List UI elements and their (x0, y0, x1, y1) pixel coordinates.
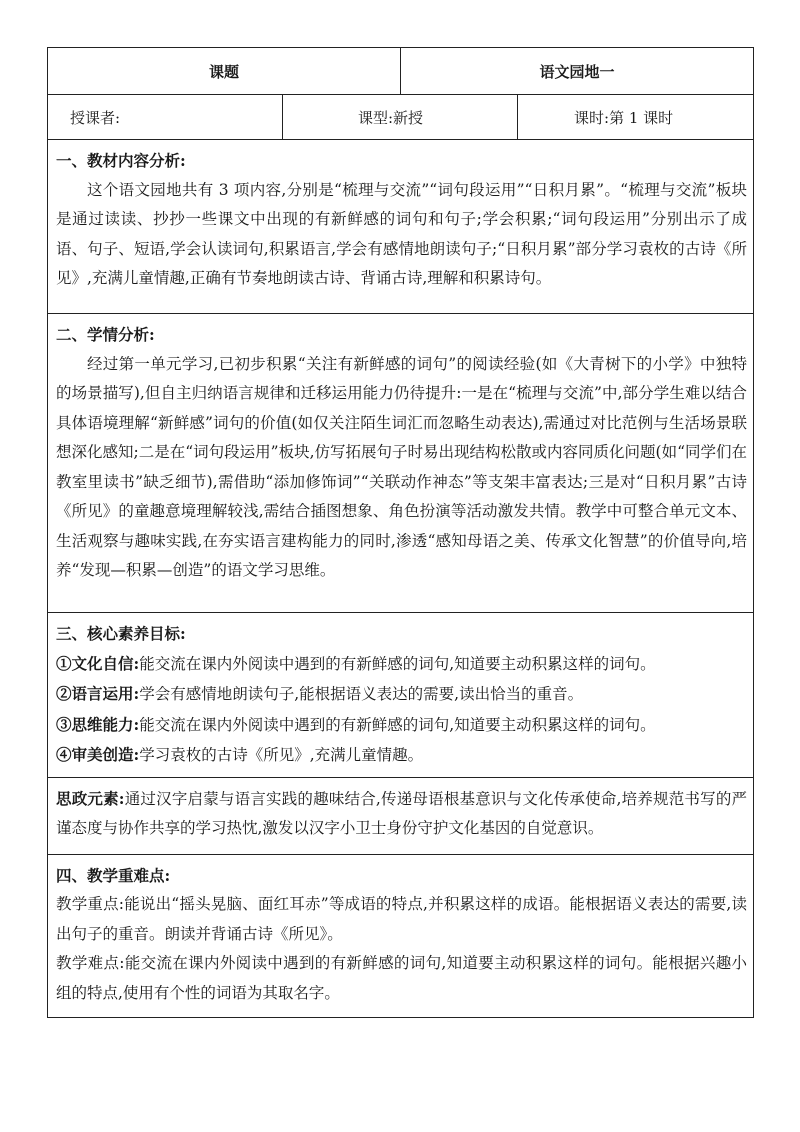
student-analysis-section (48, 314, 754, 613)
goal-item: ④审美创造:学习袁枚的古诗《所见》,充满儿童情趣。 (56, 745, 424, 764)
ideological-elements-section (48, 777, 754, 854)
section-body: 思政元素:通过汉字启蒙与语言实践的趣味结合,传递母语根基意识与文化传承使命,培养规范书写的严谨态度与协作共享的学习热忱,激发以汉字小卫士身份守护文化基因的自觉意识。 (56, 788, 748, 837)
section-heading: 三、核心素养目标: (56, 624, 186, 643)
section-heading: 二、学情分析: (56, 325, 155, 344)
key-difficult-points-section (48, 854, 754, 1017)
section-body: 这个语文园地共有 3 项内容,分别是“梳理与交流”“词句段运用”“日积月累”。“梳理与交流”板块是通过读读、抄抄一些课文中出现的有新鲜感的词句和句子;学会积累;“词句段运用”分别出示了成语、句子、短语,学会认读词句,积累语言,学会有感情地朗读句子;“日积月累”部分学习袁枚的古诗《所见》,充满儿童情趣,正确有节奏地朗读古诗、背诵古诗,理解和积累诗句。 (56, 180, 748, 287)
textbook-analysis-section (48, 140, 754, 314)
lesson-type-cell: 课型:新授 (283, 95, 518, 140)
topic-label: 课题 (48, 48, 401, 95)
lesson-plan-table (47, 47, 754, 1018)
lesson-plan-page (47, 47, 753, 1018)
section-heading: 一、教材内容分析: (56, 151, 186, 170)
lesson-period-cell: 课时:第 1 课时 (518, 95, 754, 140)
goal-item: ③思维能力:能交流在课内外阅读中遇到的有新鲜感的词句,知道要主动积累这样的词句。 (56, 714, 656, 734)
goal-item: ①文化自信:能交流在课内外阅读中遇到的有新鲜感的词句,知道要主动积累这样的词句。 (56, 653, 656, 673)
teacher-cell: 授课者: (48, 95, 283, 140)
section-body: 经过第一单元学习,已初步积累“关注有新鲜感的词句”的阅读经验(如《大青树下的小学》中独特的场景描写),但自主归纳语言规律和迁移运用能力仍待提升:一是在“梳理与交流”中,部分学生难以结合具体语境理解“新鲜感”词句的价值(如仅关注陌生词汇而忽略生动表达),需通过对比范例与生活场景联想深化感知;二是在“词句段运用”板块,仿写拓展句子时易出现结构松散或内容同质化问题(如“同学们在教室里读书”缺乏细节),需借助“添加修饰词”“关联动作神态”等支架丰富表达;三是对“日积月累”古诗《所见》的童趣意境理解较浅,需结合插图想象、角色扮演等活动激发共情。教学中可整合单元文本、生活观察与趣味实践,在夯实语言建构能力的同时,渗透“感知母语之美、传承文化智慧”的价值导向,培养“发现—积累—创造”的语文学习思维。 (56, 354, 748, 579)
goal-item: ②语言运用:学会有感情地朗读句子,能根据语义表达的需要,读出恰当的重音。 (56, 684, 584, 703)
topic-value: 语文园地一 (401, 48, 754, 95)
teaching-difficulties: 教学难点:能交流在课内外阅读中遇到的有新鲜感的词句,知道要主动积累这样的词句。能根据兴趣小组的特点,使用有个性的词语为其取名字。 (56, 954, 748, 1002)
core-literacy-goals-section (48, 613, 754, 778)
teaching-key-points: 教学重点:能说出“摇头晃脑、面红耳赤”等成语的特点,并积累这样的成语。能根据语义表达的需要,读出句子的重音。朗读并背诵古诗《所见》。 (56, 895, 748, 943)
section-heading: 四、教学重难点: (56, 865, 171, 885)
